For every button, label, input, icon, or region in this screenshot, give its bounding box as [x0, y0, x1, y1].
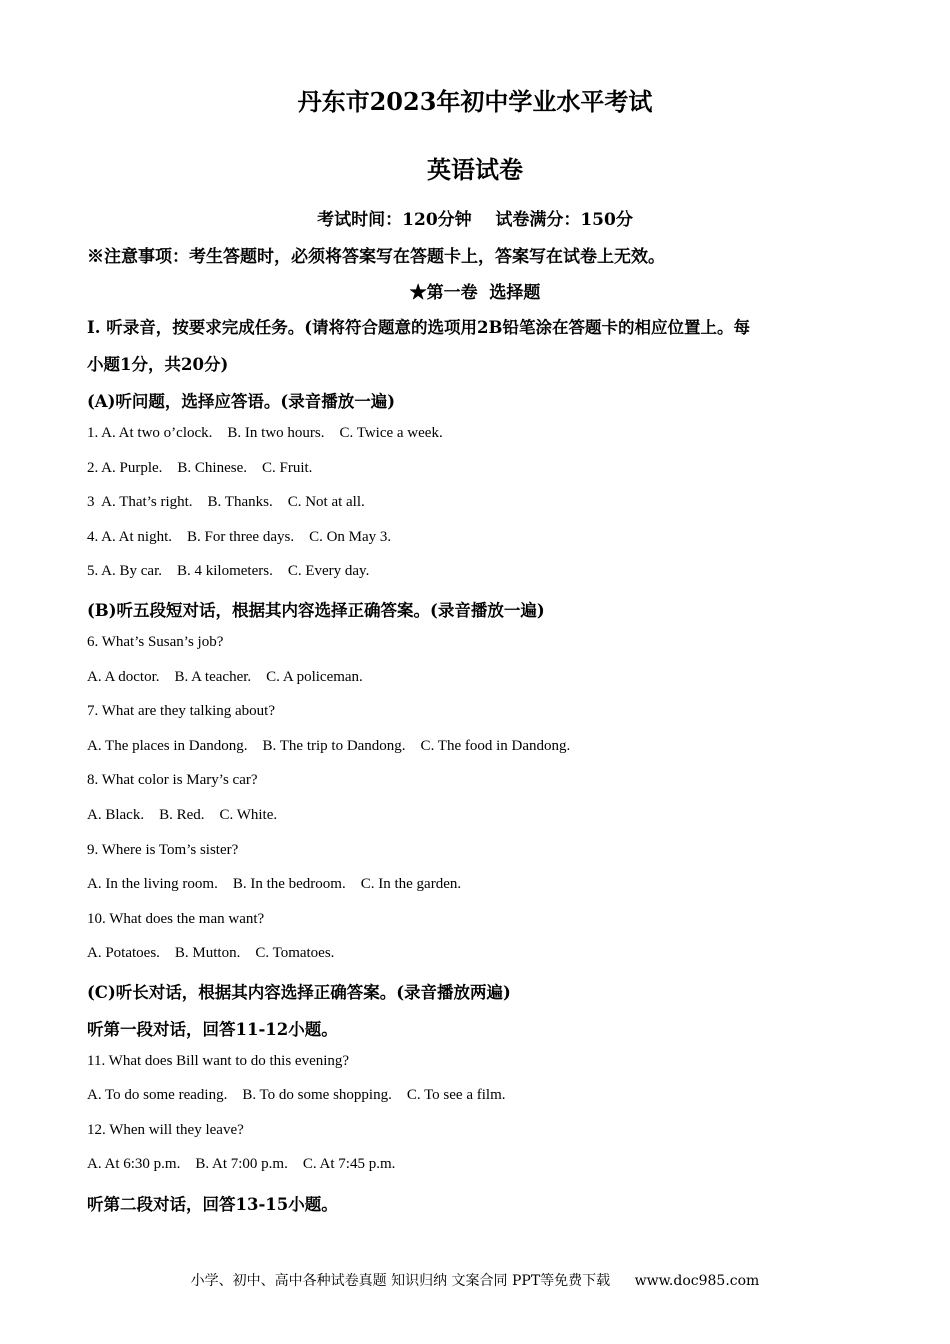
part-a-heading: (A)听问题，选择应答语。(录音播放一遍) — [87, 392, 396, 411]
page-title: 丹东市2023年初中学业水平考试 — [297, 87, 653, 116]
options-line: A. Potatoes. B. Mutton. C. Tomatoes. — [87, 945, 335, 961]
question-line: 3 A. That’s right. B. Thanks. C. Not at all. — [87, 494, 365, 510]
options-line: A. Black. B. Red. C. White. — [87, 807, 278, 823]
options-line: A. The places in Dandong. B. The trip to Dandong. C. The food in Dandong. — [87, 738, 571, 754]
options-line: A. A doctor. B. A teacher. C. A policeman. — [87, 669, 363, 685]
question-line: 6. What’s Susan’s job? — [87, 634, 224, 650]
question-line: 2. A. Purple. B. Chinese. C. Fruit. — [87, 460, 313, 476]
options-line: A. At 6:30 p.m. B. At 7:00 p.m. C. At 7:45 p.m. — [87, 1156, 396, 1172]
part-c-heading: (C)听长对话，根据其内容选择正确答案。(录音播放两遍) — [87, 983, 511, 1002]
page-footer — [0, 1270, 950, 1290]
options-line: A. To do some reading. B. To do some shopping. C. To see a film. — [87, 1087, 506, 1103]
question-line: 12. When will they leave? — [87, 1122, 244, 1138]
notice-text: ※注意事项：考生答题时，必须将答案写在答题卡上，答案写在试卷上无效。 — [87, 247, 665, 267]
question-line: 4. A. At night. B. For three days. C. On May 3. — [87, 529, 392, 545]
footer-text: 小学、初中、高中各种试卷真题 知识归纳 文案合同 PPT等免费下载 — [190, 1273, 611, 1289]
options-line: A. In the living room. B. In the bedroom. C. In the garden. — [87, 876, 462, 892]
question-line: 10. What does the man want? — [87, 911, 265, 927]
question-line: 8. What color is Mary’s car? — [87, 772, 258, 788]
section-heading-cont: 小题1分，共20分) — [87, 355, 229, 374]
question-line: 7. What are they talking about? — [87, 703, 275, 719]
part-b-heading: (B)听五段短对话，根据其内容选择正确答案。(录音播放一遍) — [87, 601, 545, 620]
question-line: 9. Where is Tom’s sister? — [87, 842, 239, 858]
question-line: 1. A. At two o’clock. B. In two hours. C. Twice a week. — [87, 425, 443, 441]
volume-heading: ★第一卷 选择题 — [409, 283, 541, 303]
section-heading: Ⅰ. 听录音，按要求完成任务。(请将符合题意的选项用2B铅笔涂在答题卡的相应位置上。每 — [87, 318, 750, 337]
page-subtitle: 英语试卷 — [427, 155, 523, 184]
question-line: 11. What does Bill want to do this evening? — [87, 1053, 350, 1069]
exam-info: 考试时间：120分钟 试卷满分：150分 — [317, 210, 633, 230]
dialog-heading: 听第二段对话，回答13-15小题。 — [87, 1195, 338, 1214]
footer-url[interactable]: www.doc985.com — [634, 1273, 760, 1289]
question-line: 5. A. By car. B. 4 kilometers. C. Every day. — [87, 563, 370, 579]
dialog-heading: 听第一段对话，回答11-12小题。 — [87, 1020, 338, 1039]
